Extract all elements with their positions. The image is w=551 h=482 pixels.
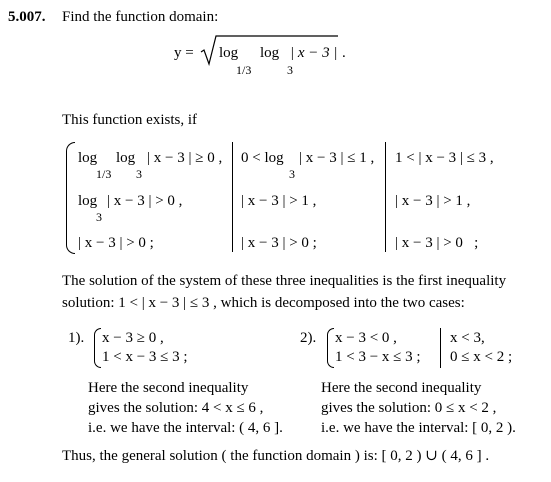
problem-number: 5.007. <box>8 9 46 25</box>
c3r1: 1 < | x − 3 | ≤ 3 , <box>395 150 494 166</box>
case2-r2b: 0 ≤ x < 2 ; <box>450 349 513 365</box>
c2r2: | x − 3 | > 1 , <box>241 193 317 209</box>
case1-note2: gives the solution: 4 < x ≤ 6 , <box>88 400 264 416</box>
formula-log1: log <box>219 45 239 61</box>
case1-note3: i.e. we have the interval: ( 4, 6 ]. <box>88 420 283 436</box>
c3r2: | x − 3 | > 1 , <box>395 193 471 209</box>
solution-text-2: solution: 1 < | x − 3 | ≤ 3 , which is decomposed into the two cases: <box>62 295 465 311</box>
formula-period: . <box>342 45 346 61</box>
c1r1-base1: 1/3 <box>96 167 112 181</box>
c1r2-base: 3 <box>96 210 102 224</box>
c1r3: | x − 3 | > 0 ; <box>78 235 154 251</box>
c2r1-base: 3 <box>289 167 295 181</box>
formula-log2: log <box>260 45 280 61</box>
formula-log2-base: 3 <box>287 63 293 77</box>
case2-label: 2). <box>300 330 317 346</box>
case2-note1: Here the second inequality <box>321 380 482 396</box>
case2-r1: x − 3 < 0 , <box>335 330 397 346</box>
c1r2-rest: | x − 3 | > 0 , <box>107 193 183 209</box>
column-divider-1 <box>232 142 233 252</box>
case2-r2: 1 < 3 − x ≤ 3 ; <box>335 349 421 365</box>
c2r3: | x − 3 | > 0 ; <box>241 235 317 251</box>
case2-divider <box>440 328 441 368</box>
formula-lhs: y = <box>174 45 194 61</box>
solution-text-1: The solution of the system of these three inequalities is the first inequality <box>62 273 507 289</box>
case1-note1: Here the second inequality <box>88 380 249 396</box>
formula-arg: | x − 3 | <box>290 45 338 61</box>
c3r3: | x − 3 | > 0 ; <box>395 235 479 251</box>
case1-r1: x − 3 ≥ 0 , <box>102 330 164 346</box>
c1r1-log2: log <box>116 150 136 166</box>
case1-brace <box>94 328 101 368</box>
c1r1-log1: log <box>78 150 98 166</box>
c2r1-rest: | x − 3 | ≤ 1 , <box>299 150 375 166</box>
conclusion: Thus, the general solution ( the function domain ) is: [ 0, 2 ) ∪ ( 4, 6 ] . <box>62 448 490 464</box>
system-brace <box>66 142 75 254</box>
c1r2-log: log <box>78 193 98 209</box>
case2-r1b: x < 3, <box>450 330 485 346</box>
c2r1-pre: 0 < log <box>241 150 284 166</box>
case1-label: 1). <box>68 330 85 346</box>
exists-text: This function exists, if <box>62 112 197 128</box>
formula-log1-base: 1/3 <box>236 63 252 77</box>
column-divider-2 <box>385 142 386 252</box>
case2-note3: i.e. we have the interval: [ 0, 2 ). <box>321 420 516 436</box>
c1r1-base2: 3 <box>136 167 142 181</box>
c1r1-rest: | x − 3 | ≥ 0 , <box>147 150 223 166</box>
case2-brace <box>327 328 334 368</box>
case2-note2: gives the solution: 0 ≤ x < 2 , <box>321 400 497 416</box>
case1-r2: 1 < x − 3 ≤ 3 ; <box>102 349 188 365</box>
problem-statement: Find the function domain: <box>62 9 219 25</box>
